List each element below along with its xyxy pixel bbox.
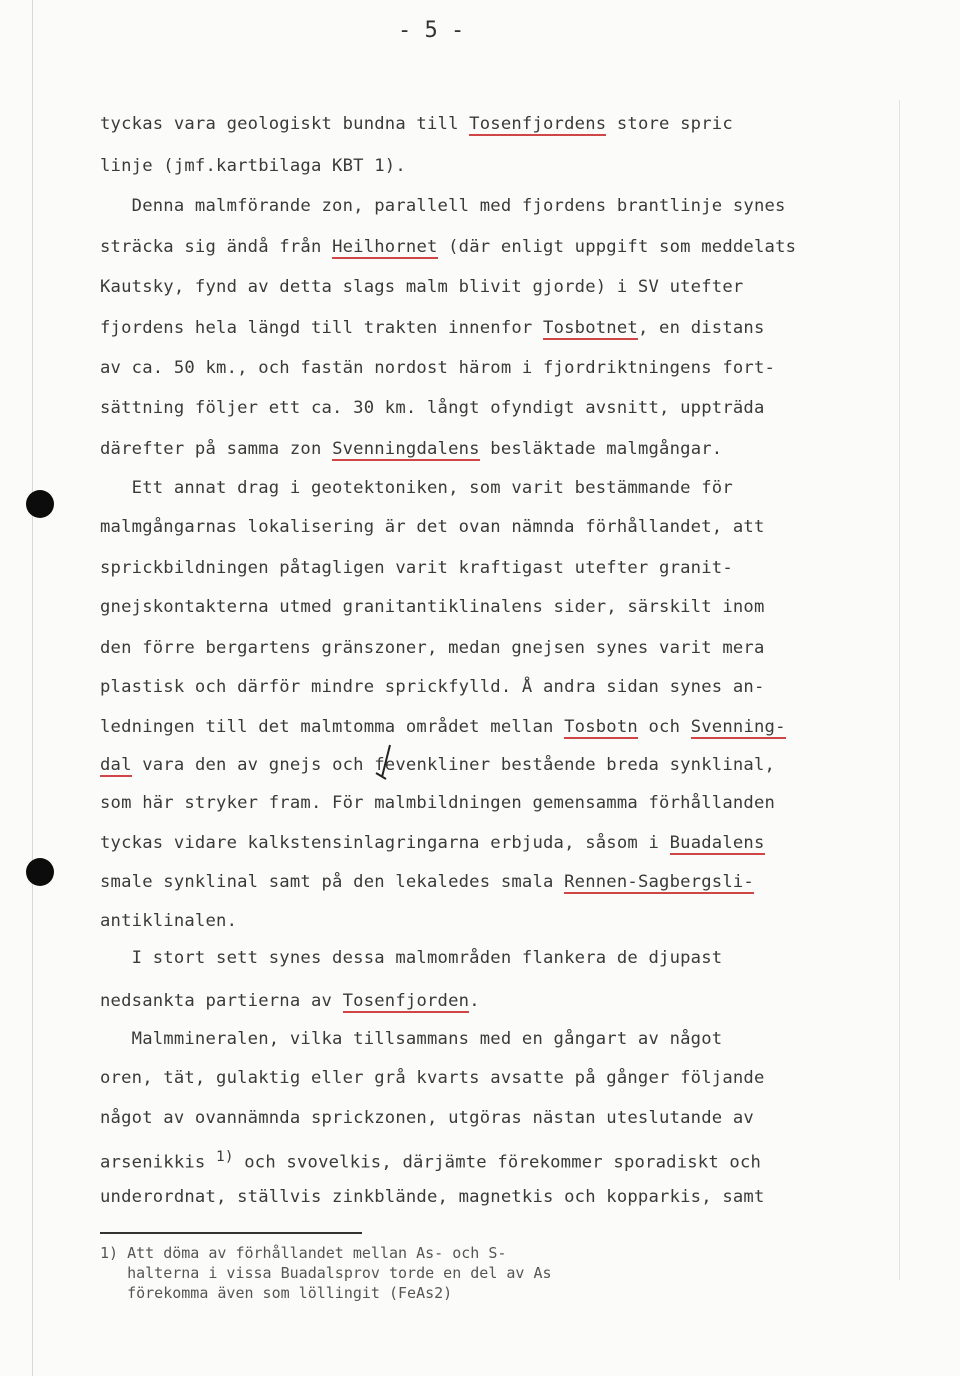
place-name: Tosbotnet [543,318,638,338]
text-run: fjordens hela längd till trakten innenfor [100,318,544,338]
text-run: och svovelkis, därjämte förekommer sporadiskt och [233,1152,762,1173]
handwritten-mark [372,743,402,781]
footnote-line: 1) Att döma av förhållandet mellan As- och S- [100,1244,507,1262]
text-line [100,438,722,460]
text-line [100,155,406,177]
text-run: som här stryker fram. För malmbildningen gemensamma förhållanden [100,793,776,813]
text-run: arsenikkis [100,1152,217,1173]
text-run: . [469,991,480,1011]
text-line [100,832,765,854]
place-name: Svenning- [690,717,786,737]
text-line [100,557,733,579]
text-line [100,477,733,499]
text-run: och [637,717,691,737]
text-line [100,1186,765,1208]
place-name: Tosbotn [564,717,638,737]
text-run: Malmmineralen, vilka tillsammans med en gångart av något [100,1029,723,1049]
text-run: Denna malmförande zon, parallell med fjordens brantlinje synes [100,196,786,216]
text-line [100,236,796,258]
text-run: nedsankta partierna av [100,991,343,1011]
text-line [100,1067,765,1089]
place-name: Tosenfjordens [469,114,607,134]
text-run: malmgångarnas lokalisering är det ovan nämnda förhållandet, att [100,517,765,537]
footnote-line: halterna i vissa Buadalsprov torde en del av As [100,1264,552,1282]
text-line [100,792,775,814]
text-run: något av ovannämnda sprickzonen, utgöras nästan uteslutande av [100,1108,754,1128]
footnote-ref: 1) [216,1149,234,1165]
text-run: sättning följer ett ca. 30 km. långt ofyndigt avsnitt, uppträda [100,398,765,418]
footnote-divider [100,1232,362,1234]
place-name: Rennen-Sagbergsli- [564,872,754,892]
text-run: Kautsky, fynd av detta slags malm blivit gjorde) i SV utefter [100,277,744,297]
text-run: tyckas vidare kalkstensinlagringarna erbjuda, såsom i [100,833,670,853]
page-number: - 5 - [398,18,465,43]
text-run: sprickbildningen påtagligen varit kraftigast utefter granit- [100,558,733,578]
text-run: plastisk och därför mindre sprickfylld. Å andra sidan synes an- [100,677,765,697]
text-run: Ett annat drag i geotektoniken, som varit bestämmande för [100,478,733,498]
text-run: (där enligt uppgift som meddelats [437,237,797,257]
footnote-line: förekomma även som löllingit (FeAs2) [100,1284,453,1302]
text-run: underordnat, ställvis zinkblände, magnetkis och kopparkis, samt [100,1187,765,1207]
text-run: gnejskontakterna utmed granitantiklinalens sider, särskilt inom [100,597,765,617]
place-name: Svenningdalens [332,439,480,459]
text-run: besläktade malmgångar. [479,439,723,459]
punch-hole-top [26,490,54,518]
text-line [100,1146,761,1174]
text-run: linje (jmf.kartbilaga KBT 1). [100,156,406,176]
text-line [100,1107,754,1129]
text-line [100,871,754,893]
text-run: ledningen till det malmtomma området mellan [100,717,565,737]
place-name: dal [100,755,132,775]
text-run: vara den av gnejs och fevenkliner bestående breda synklinal, [131,755,776,775]
text-run: den förre bergartens gränszoner, medan gnejsen synes varit mera [100,638,765,658]
text-line [100,910,237,932]
text-line [100,596,765,618]
text-line [100,990,480,1012]
text-line [100,1028,722,1050]
text-line [100,947,722,969]
text-run: sträcka sig ändå från [100,237,333,257]
punch-hole-bottom [26,858,54,886]
place-name: Buadalens [669,833,765,853]
text-run: store spric [606,114,733,134]
page-edge-right [899,100,900,1280]
text-line [100,276,743,298]
text-run: därefter på samma zon [100,439,333,459]
text-run: av ca. 50 km., och fastän nordost härom i fjordriktningens fort- [100,358,776,378]
text-line [100,397,765,419]
text-line [100,113,733,135]
text-line [100,516,765,538]
page-edge-left [32,0,33,1376]
text-line [100,754,775,776]
text-run: oren, tät, gulaktig eller grå kvarts avsatte på gånger följande [100,1068,765,1088]
place-name: Heilhornet [332,237,438,257]
text-run: smale synklinal samt på den lekaledes smala [100,872,565,892]
text-line [100,676,765,698]
text-line [100,716,786,738]
place-name: Tosenfjorden [342,991,470,1011]
text-run: I stort sett synes dessa malmområden flankera de djupast [100,948,723,968]
text-run: tyckas vara geologiskt bundna till [100,114,470,134]
text-run: antiklinalen. [100,911,238,931]
text-run: , en distans [637,318,765,338]
text-line [100,317,765,339]
text-line [100,637,765,659]
text-line [100,195,786,217]
text-line [100,357,775,379]
